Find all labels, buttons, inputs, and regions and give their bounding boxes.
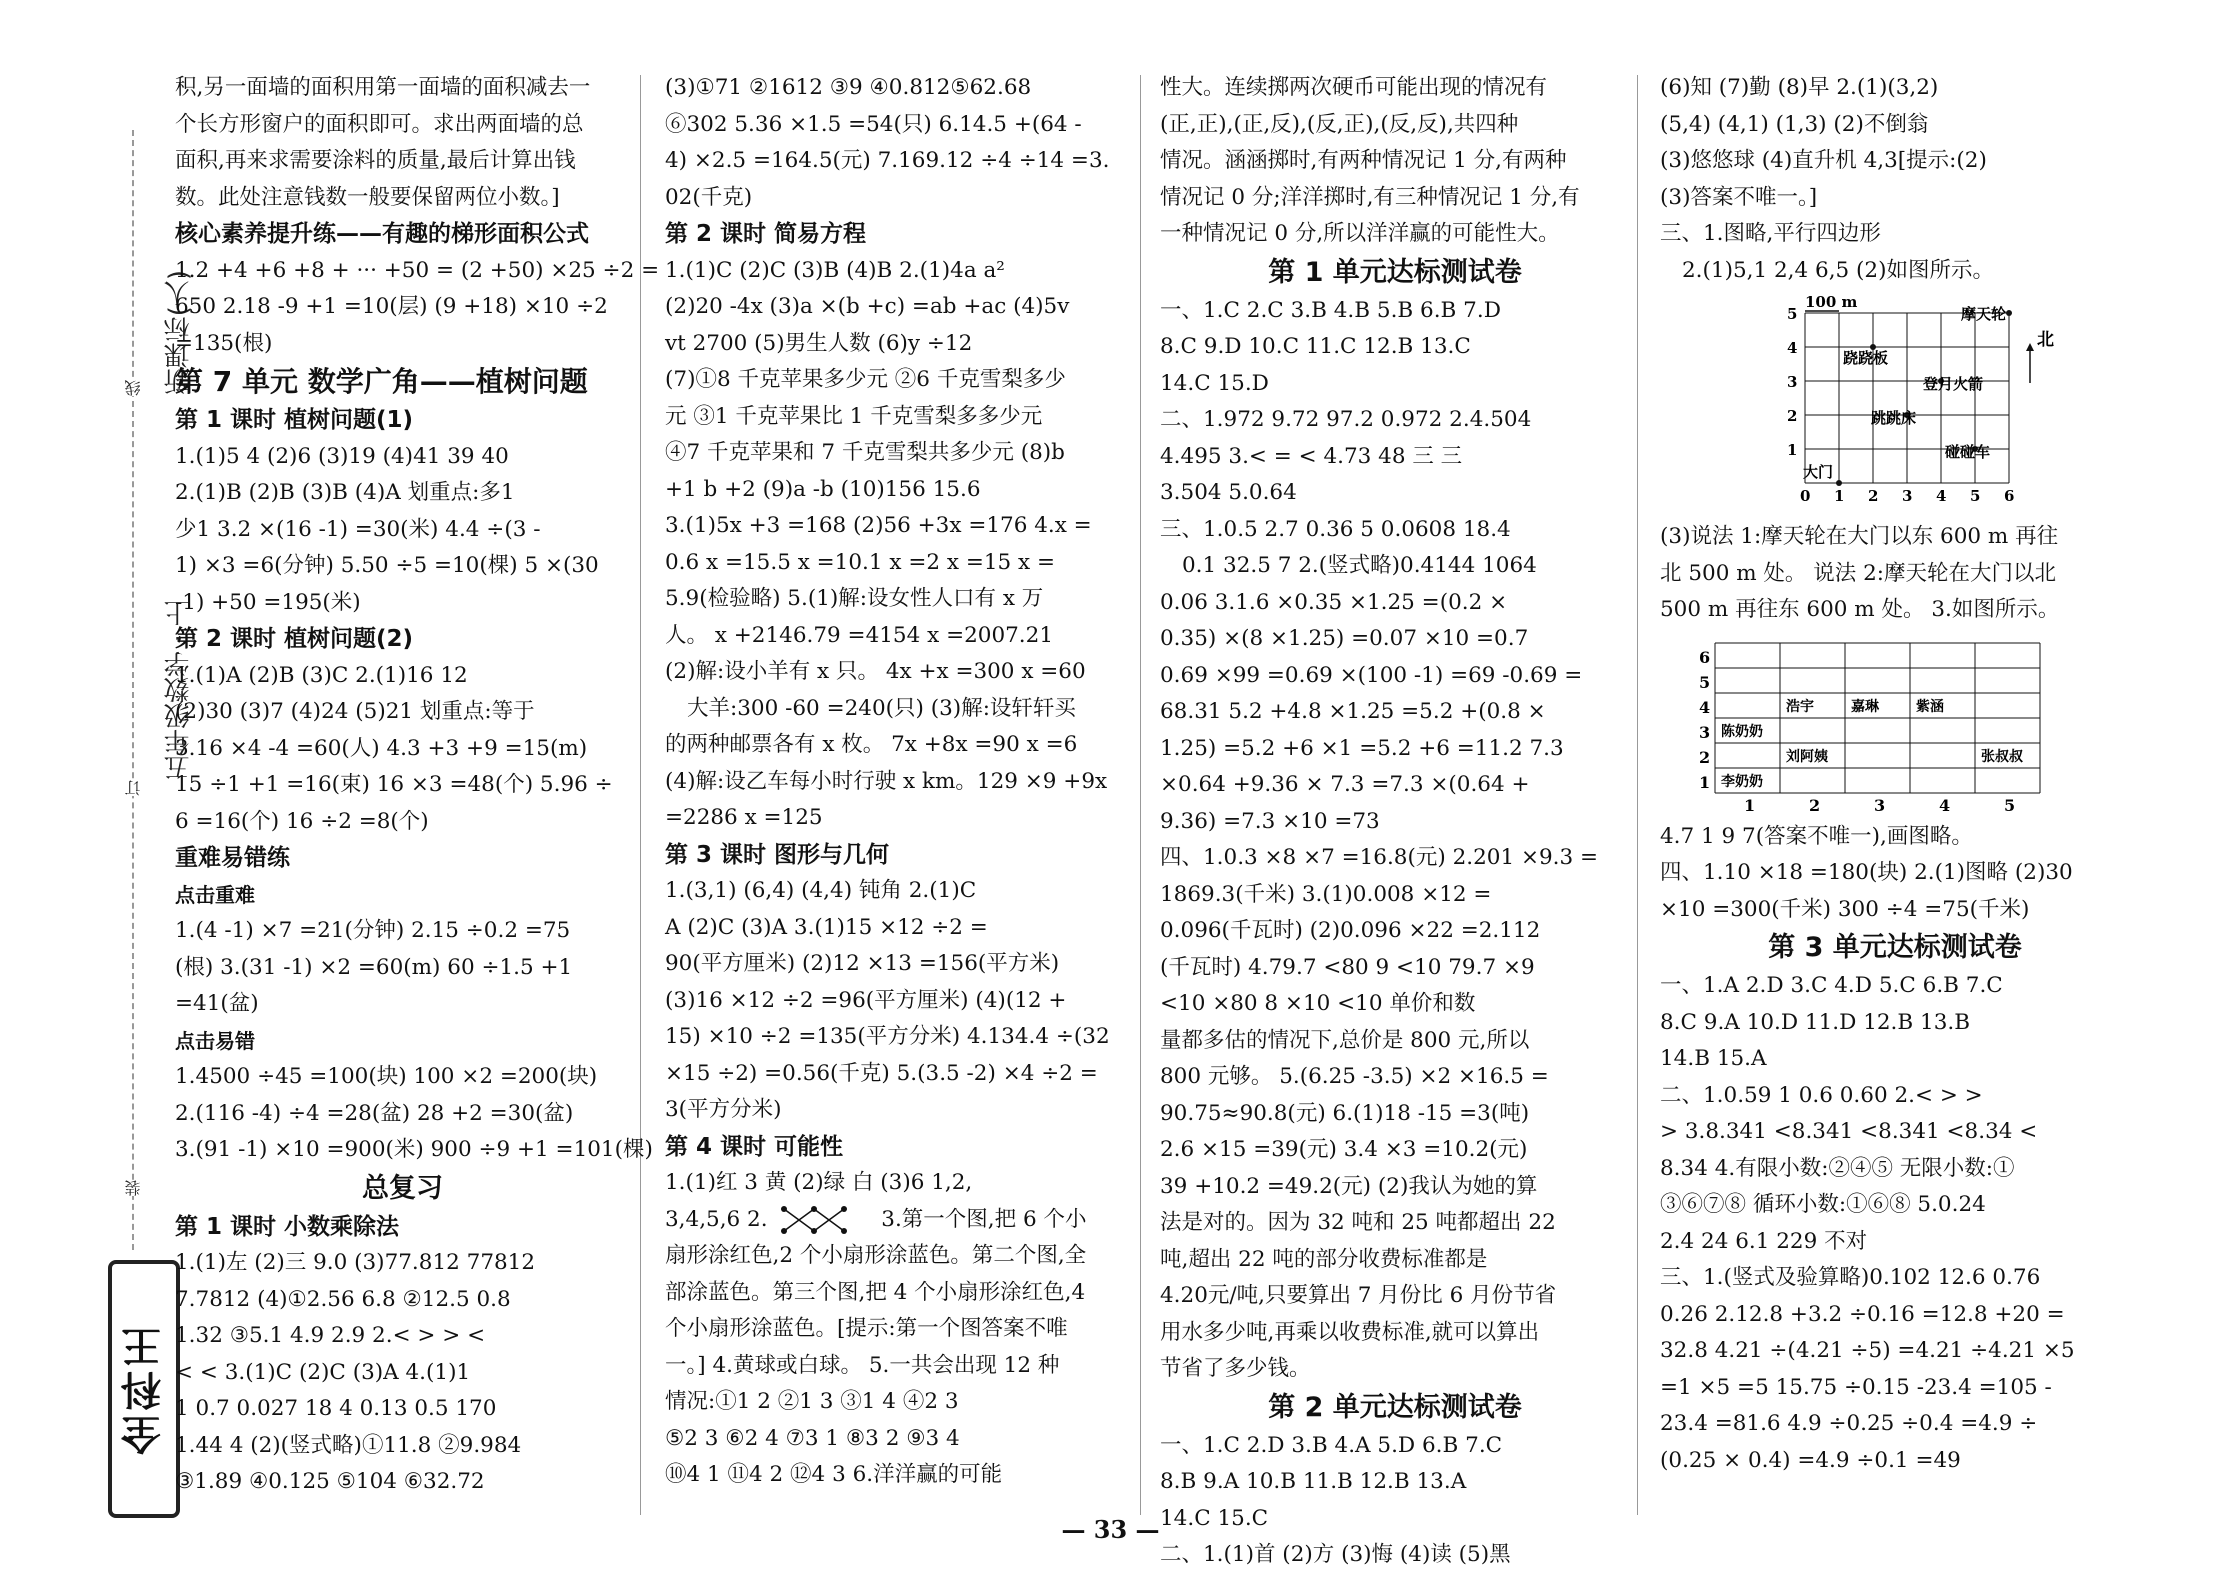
person-label: 李奶奶 — [1721, 773, 1763, 790]
y-tick-label: 5 — [1699, 672, 1711, 692]
answer-line: 部涂蓝色。第三个图,把 4 个小扇形涂红色,4 — [665, 1279, 1086, 1305]
answer-line: 人。 x +2146.79 =4154 x =2007.21 — [665, 622, 1053, 648]
amusement-park-map — [1760, 293, 2100, 515]
cut-line-label-1: 线 — [124, 380, 143, 396]
answer-line: 四、1.10 ×18 =180(块) 2.(1)图略 (2)30 — [1660, 860, 2073, 885]
x-tick-label: 6 — [2004, 487, 2015, 505]
answer-line: 0.26 2.12.8 +3.2 ÷0.16 =12.8 +20 = — [1660, 1301, 2065, 1327]
section-heading: 核心素养提升练——有趣的梯形面积公式 — [175, 221, 589, 247]
place-label: 碰碰车 — [1945, 443, 1991, 461]
answer-column-4 — [1660, 70, 2130, 1479]
answer-line: 1) ×3 =6(分钟) 5.50 ÷5 =10(棵) 5 ×(30 — [175, 553, 599, 578]
section-heading: 第 3 单元达标测试卷 — [1768, 932, 2022, 963]
seating-map — [1690, 633, 2050, 815]
person-label: 嘉琳 — [1851, 698, 1879, 715]
answer-line: 1.(1)A (2)B (3)C 2.(1)16 12 — [175, 662, 468, 688]
answer-line: 1 0.7 0.027 18 4 0.13 0.5 170 — [175, 1396, 497, 1421]
answer-line: 68.31 5.2 +4.8 ×1.25 =5.2 +(0.8 × — [1160, 699, 1546, 724]
brand-logo: 全科王 — [108, 1260, 180, 1518]
column-divider — [1140, 75, 1141, 1515]
place-label: 大门 — [1803, 463, 1834, 481]
answer-line: 北 500 m 处。 说法 2:摩天轮在大门以北 — [1660, 560, 2057, 586]
place-label: 摩天轮 — [1961, 305, 2007, 323]
answer-line: (4)解:设乙车每小时行驶 x km。129 ×9 +9x — [665, 768, 1108, 794]
answer-line: 1.2 +4 +6 +8 + ··· +50 = (2 +50) ×25 ÷2 = — [175, 257, 660, 283]
y-tick-label: 4 — [1787, 339, 1798, 357]
x-tick-label: 0 — [1800, 487, 1811, 505]
y-tick-label: 3 — [1699, 722, 1711, 742]
place-label: 跷跷板 — [1843, 349, 1889, 367]
section-heading: 点击易错 — [175, 1028, 255, 1053]
answer-line: (2)解:设小羊有 x 只。 4x +x =300 x =60 — [665, 659, 1086, 684]
seating-people — [1721, 698, 2023, 790]
answer-line: 6 =16(个) 16 ÷2 =8(个) — [175, 808, 429, 834]
answer-line: 1.32 ③5.1 4.9 2.9 2.< > > < — [175, 1323, 486, 1348]
answer-line: 1.44 4 (2)(竖式略)①11.8 ②9.984 — [175, 1432, 522, 1458]
answer-line: 四、1.0.3 ×8 ×7 =16.8(元) 2.201 ×9.3 = — [1160, 845, 1599, 870]
x-tick-label: 4 — [1936, 487, 1947, 505]
answer-line: (千瓦时) 4.79.7 <80 9 <10 79.7 ×9 — [1160, 954, 1535, 980]
answer-line: 二、1.0.59 1 0.6 0.60 2.< > > — [1660, 1082, 1983, 1108]
answer-line: 用水多少吨,再乘以收费标准,就可以算出 — [1160, 1319, 1540, 1345]
answer-line: 0.1 32.5 7 2.(竖式略)0.4144 1064 — [1182, 553, 1537, 578]
answer-line: 量都多估的情况下,总价是 800 元,所以 — [1160, 1027, 1530, 1053]
section-heading: 第 3 课时 图形与几何 — [665, 841, 890, 868]
answer-line: -1) +50 =195(米) — [175, 589, 361, 615]
answer-line: 3.16 ×4 -4 =60(人) 4.3 +3 +9 =15(m) — [175, 735, 588, 761]
answer-line: (3)16 ×12 ÷2 =96(平方厘米) (4)(12 + — [665, 987, 1067, 1013]
x-tick-label: 5 — [2004, 795, 2016, 815]
answer-line: 1.(4 -1) ×7 =21(分钟) 2.15 ÷0.2 =75 — [175, 918, 571, 943]
section-heading: 第 7 单元 数学广角——植树问题 — [175, 365, 588, 398]
answer-line: 14.B 15.A — [1660, 1046, 1767, 1071]
person-label: 紫涵 — [1916, 698, 1944, 715]
answer-line: 面积,再来求需要涂料的质量,最后计算出钱 — [175, 148, 576, 173]
place-label: 登月火箭 — [1923, 375, 1984, 393]
answer-line: 吨,超出 22 吨的部分收费标准都是 — [1160, 1246, 1488, 1272]
answer-line: 一。] 4.黄球或白球。 5.一共会出现 12 种 — [665, 1352, 1060, 1378]
answer-line: 一、1.C 2.D 3.B 4.A 5.D 6.B 7.C — [1160, 1432, 1503, 1458]
answer-line: 三、1.图略,平行四边形 — [1660, 221, 1881, 246]
answer-line: (5,4) (4,1) (1,3) (2)不倒翁 — [1660, 111, 1929, 137]
answer-line: ③⑥⑦⑧ 循环小数:①⑥⑧ 5.0.24 — [1660, 1192, 1986, 1217]
answer-line: 积,另一面墙的面积用第一面墙的面积减去一 — [175, 75, 591, 100]
answer-line: 650 2.18 -9 +1 =10(层) (9 +18) ×10 ÷2 — [175, 294, 608, 319]
answer-line: 性大。连续掷两次硬币可能出现的情况有 — [1160, 75, 1548, 100]
section-heading: 第 2 课时 简易方程 — [665, 221, 867, 247]
section-heading: 第 1 课时 小数乘除法 — [175, 1213, 400, 1240]
answer-line: 0.096(千瓦时) (2)0.096 ×22 =2.112 — [1160, 918, 1541, 943]
answer-line: 1.(1)C (2)C (3)B (4)B 2.(1)4a a² — [665, 257, 1005, 283]
answer-line: 三、1.(竖式及验算略)0.102 12.6 0.76 — [1660, 1265, 2041, 1290]
answer-line: 节省了多少钱。 — [1160, 1356, 1311, 1381]
answer-line: (6)知 (7)勤 (8)早 2.(1)(3,2) — [1660, 75, 1939, 100]
answer-line: =2286 x =125 — [665, 805, 823, 830]
answer-line: (2)30 (3)7 (4)24 (5)21 划重点:等于 — [175, 699, 535, 724]
answer-line: 0.35) ×(8 ×1.25) =0.07 ×10 =0.7 — [1160, 626, 1529, 651]
x-tick-label: 3 — [1874, 795, 1886, 815]
answer-line: 1.(3,1) (6,4) (4,4) 钝角 2.(1)C — [665, 878, 977, 903]
x-tick-label: 2 — [1809, 795, 1821, 815]
section-heading: 第 1 单元达标测试卷 — [1268, 256, 1522, 288]
answer-line: 元 ③1 千克苹果比 1 千克雪梨多多少元 — [665, 403, 1043, 429]
answer-line: 三、1.0.5 2.7 0.36 5 0.0608 18.4 — [1160, 516, 1511, 542]
x-tick-label: 5 — [1970, 487, 1981, 505]
answer-line: 的两种邮票各有 x 枚。 7x +8x =90 x =6 — [665, 732, 1078, 757]
cut-line-label-3: 装 — [124, 1180, 143, 1196]
answer-line: ④7 千克苹果和 7 千克雪梨共多少元 (8)b — [665, 440, 1065, 465]
answer-line: 情况:①1 2 ②1 3 ③1 4 ④2 3 — [665, 1389, 959, 1414]
x-tick-label: 2 — [1868, 487, 1879, 505]
answer-line: 二、1.(1)首 (2)方 (3)悔 (4)读 (5)黑 — [1160, 1542, 1511, 1567]
section-heading: 第 4 课时 可能性 — [665, 1133, 844, 1160]
answer-line: 4.495 3.< = < 4.73 48 三 三 — [1160, 443, 1463, 469]
section-heading: 第 2 课时 植树问题(2) — [175, 626, 414, 652]
place-point — [1836, 480, 1842, 486]
cut-line-label-2: 订 — [124, 780, 143, 796]
north-arrow-head-icon — [2026, 343, 2034, 351]
y-tick-label: 5 — [1787, 305, 1798, 323]
answer-line: 0.06 3.1.6 ×0.35 ×1.25 =(0.2 × — [1160, 589, 1508, 615]
answer-line-with-diagram: 3,4,5,6 2. 3.第一个图,把 6 个小 — [665, 1202, 1130, 1239]
answer-line: 1869.3(千米) 3.(1)0.008 ×12 = — [1160, 881, 1492, 907]
answer-line: 少1 3.2 ×(16 -1) =30(米) 4.4 ÷(3 - — [175, 516, 541, 542]
x-tick-label: 4 — [1939, 795, 1951, 815]
answer-line: 个长方形窗户的面积即可。求出两面墙的总 — [175, 111, 584, 137]
answer-line: 0.69 ×99 =0.69 ×(100 -1) =69 -0.69 = — [1160, 662, 1583, 688]
y-tick-label: 6 — [1699, 647, 1711, 667]
answer-line: 1.4500 ÷45 =100(块) 100 ×2 =200(块) — [175, 1064, 598, 1089]
answer-line: 500 m 再往东 600 m 处。 3.如图所示。 — [1660, 597, 2060, 622]
line-matching-diagram — [774, 1202, 874, 1238]
answer-line: ⑩4 1 ⑪4 2 ⑫4 3 6.洋洋赢的可能 — [665, 1462, 1003, 1487]
answer-line: (7)①8 千克苹果多少元 ②6 千克雪梨多少 — [665, 367, 1066, 392]
answer-line: A (2)C (3)A 3.(1)15 ×12 ÷2 = — [665, 914, 988, 940]
answer-line: 2.(1)B (2)B (3)B (4)A 划重点:多1 — [175, 480, 515, 505]
answer-line: ×15 ÷2) =0.56(千克) 5.(3.5 -2) ×4 ÷2 = — [665, 1060, 1098, 1086]
answer-line: (3)悠悠球 (4)直升机 4,3[提示:(2) — [1660, 148, 1987, 173]
answer-line: 7.7812 (4)①2.56 6.8 ②12.5 0.8 — [175, 1286, 511, 1312]
answer-line: (3)①71 ②1612 ③9 ④0.812⑤62.68 — [665, 75, 1032, 100]
column-divider — [1637, 75, 1638, 1515]
answer-line: 4.7 1 9 7(答案不唯一),画图略。 — [1660, 823, 1973, 849]
answer-line: 一、1.A 2.D 3.C 4.D 5.C 6.B 7.C — [1660, 973, 2003, 998]
answer-line: 2.(116 -4) ÷4 =28(盆) 28 +2 =30(盆) — [175, 1100, 574, 1126]
answer-line: 二、1.972 9.72 97.2 0.972 2.4.504 — [1160, 407, 1532, 432]
page-number: — 33 — — [1061, 1515, 1160, 1544]
x-tick-label: 1 — [1744, 795, 1756, 815]
answer-line: 4.20元/吨,只要算出 7 月份比 6 月份节省 — [1160, 1283, 1557, 1308]
answer-column-1 — [175, 70, 660, 1501]
north-label: 北 — [2037, 330, 2054, 350]
answer-line: (正,正),(正,反),(反,正),(反,反),共四种 — [1160, 111, 1519, 137]
answer-line: 情况记 0 分;洋洋掷时,有三种情况记 1 分,有 — [1160, 184, 1580, 210]
answer-line: 5.9(检验略) 5.(1)解:设女性人口有 x 万 — [665, 586, 1044, 611]
answer-line: 个小扇形涂蓝色。[提示:第一个图答案不唯 — [665, 1316, 1068, 1341]
y-tick-label: 1 — [1787, 441, 1798, 459]
answer-line: 2.6 ×15 =39(元) 3.4 ×3 =10.2(元) — [1160, 1137, 1528, 1162]
y-tick-label: 2 — [1699, 747, 1711, 767]
answer-line: 一种情况记 0 分,所以洋洋赢的可能性大。 — [1160, 221, 1560, 246]
column-divider — [640, 75, 641, 1515]
section-heading: 第 2 单元达标测试卷 — [1268, 1391, 1522, 1423]
answer-line: 情况。涵涵掷时,有两种情况记 1 分,有两种 — [1160, 148, 1567, 173]
y-tick-label: 2 — [1787, 407, 1798, 425]
answer-line: ⑤2 3 ⑥2 4 ⑦3 1 ⑧3 2 ⑨3 4 — [665, 1425, 960, 1451]
answer-line: < < 3.(1)C (2)C (3)A 4.(1)1 — [175, 1359, 471, 1385]
answer-line: (根) 3.(31 -1) ×2 =60(m) 60 ÷1.5 +1 — [175, 954, 573, 980]
answer-line: 39 +10.2 =49.2(元) (2)我认为她的算 — [1160, 1173, 1538, 1199]
answer-line: 大羊:300 -60 =240(只) (3)解:设轩轩买 — [687, 695, 1076, 721]
y-tick-label: 3 — [1787, 373, 1798, 391]
answer-line: <10 ×80 8 ×10 <10 单价和数 — [1160, 991, 1476, 1016]
section-heading: 点击重难 — [175, 882, 255, 907]
grade-label: 五年级数学 · 上 — [164, 600, 194, 781]
place-point — [2006, 310, 2012, 316]
person-label: 张叔叔 — [1981, 748, 2023, 765]
answer-line: ×0.64 +9.36 × 7.3 =7.3 ×(0.64 + — [1160, 772, 1530, 797]
section-heading: 总复习 — [362, 1172, 443, 1204]
answer-line: 800 元够。 5.(6.25 -3.5) ×2 ×16.5 = — [1160, 1064, 1549, 1089]
answer-line: 90.75≈90.8(元) 6.(1)18 -15 =3(吨) — [1160, 1100, 1530, 1126]
answer-line: +1 b +2 (9)a -b (10)156 15.6 — [665, 476, 981, 502]
answer-line: 2.(1)5,1 2,4 6,5 (2)如图所示。 — [1682, 257, 1995, 283]
y-tick-label: 1 — [1699, 772, 1711, 792]
answer-line: ×10 =300(千米) 300 ÷4 =75(千米) — [1660, 896, 2030, 922]
seating-grid — [1715, 643, 2040, 793]
x-tick-label: 1 — [1834, 487, 1845, 505]
answer-line: (3)答案不唯一。] — [1660, 184, 1818, 210]
answer-line: 8.C 9.A 10.D 11.D 12.B 13.B — [1660, 1009, 1971, 1035]
answer-line: 8.34 4.有限小数:②④⑤ 无限小数:① — [1660, 1155, 2015, 1181]
person-label: 刘阿姨 — [1786, 748, 1828, 765]
binding-sidebar — [70, 130, 194, 1520]
answer-line: 14.C 15.C — [1160, 1505, 1269, 1531]
answer-line: 3.(1)5x +3 =168 (2)56 +3x =176 4.x = — [665, 513, 1092, 538]
answer-line: > 3.8.341 <8.341 <8.341 <8.34 < — [1660, 1119, 2038, 1144]
answer-line: 90(平方厘米) (2)12 ×13 =156(平方米) — [665, 951, 1060, 976]
answer-line: (0.25 × 0.4) =4.9 ÷0.1 =49 — [1660, 1447, 1961, 1473]
answer-line: 4) ×2.5 =164.5(元) 7.169.12 ÷4 ÷14 =3. — [665, 148, 1110, 173]
answer-line: 扇形涂红色,2 个小扇形涂蓝色。第二个图,全 — [665, 1243, 1087, 1268]
person-label: 陈奶奶 — [1721, 723, 1763, 740]
answer-line: 15) ×10 ÷2 =135(平方分米) 4.134.4 ÷(32 — [665, 1024, 1110, 1049]
answer-line: 3.(91 -1) ×10 =900(米) 900 ÷9 +1 =101(棵) — [175, 1137, 653, 1162]
answer-line: 1.(1)左 (2)三 9.0 (3)77.812 77812 — [175, 1250, 536, 1275]
map-scale: 100 m — [1805, 293, 1858, 311]
answer-line: =135(根) — [175, 330, 273, 356]
answer-line: 23.4 =81.6 4.9 ÷0.25 ÷0.4 =4.9 ÷ — [1660, 1411, 2038, 1436]
standard-label: 新课标(人) — [164, 270, 194, 395]
answer-line: 02(千克) — [665, 184, 753, 210]
answer-line: 0.6 x =15.5 x =10.1 x =2 x =15 x = — [665, 549, 1056, 575]
answer-line: 9.36) =7.3 ×10 =73 — [1160, 808, 1380, 834]
answer-line: 3(平方分米) — [665, 1097, 782, 1122]
answer-line: 一、1.C 2.C 3.B 4.B 5.B 6.B 7.D — [1160, 297, 1501, 323]
answer-line: 1.25) =5.2 +6 ×1 =5.2 +6 =11.2 7.3 — [1160, 735, 1564, 761]
answer-line: 8.B 9.A 10.B 11.B 12.B 13.A — [1160, 1469, 1467, 1494]
answer-column-2 — [665, 70, 1130, 1494]
answer-line: 8.C 9.D 10.C 11.C 12.B 13.C — [1160, 334, 1471, 359]
x-tick-label: 3 — [1902, 487, 1913, 505]
cut-line — [132, 130, 134, 1250]
answer-line: 数。此处注意钱数一般要保留两位小数。] — [175, 184, 560, 210]
answer-line: (3)说法 1:摩天轮在大门以东 600 m 再往 — [1660, 524, 2059, 549]
answer-line: 1.(1)红 3 黄 (2)绿 白 (3)6 1,2, — [665, 1170, 973, 1195]
answer-line: 1.(1)5 4 (2)6 (3)19 (4)41 39 40 — [175, 443, 509, 469]
section-heading: 重难易错练 — [175, 845, 290, 871]
answer-line: 3.504 5.0.64 — [1160, 480, 1297, 505]
answer-line: ⑥302 5.36 ×1.5 =54(只) 6.14.5 +(64 - — [665, 111, 1082, 137]
section-heading: 第 1 课时 植树问题(1) — [175, 407, 414, 433]
answer-line: ③1.89 ④0.125 ⑤104 ⑥32.72 — [175, 1469, 485, 1494]
y-tick-label: 4 — [1699, 697, 1711, 717]
answer-line: 32.8 4.21 ÷(4.21 ÷5) =4.21 ÷4.21 ×5 — [1660, 1338, 2075, 1363]
answer-line: 14.C 15.D — [1160, 370, 1269, 396]
answer-line: 15 ÷1 +1 =16(束) 16 ×3 =48(个) 5.96 ÷ — [175, 772, 613, 797]
person-label: 浩宇 — [1786, 698, 1814, 715]
answer-line: =41(盆) — [175, 991, 259, 1016]
answer-line: vt 2700 (5)男生人数 (6)y ÷12 — [665, 330, 973, 356]
place-label: 跳跳床 — [1871, 409, 1917, 427]
answer-line: 2.4 24 6.1 229 不对 — [1660, 1228, 1868, 1254]
answer-line: =1 ×5 =5 15.75 ÷0.15 -23.4 =105 - — [1660, 1374, 2052, 1400]
answer-line: (2)20 -4x (3)a ×(b +c) =ab +ac (4)5v — [665, 294, 1070, 319]
answer-column-3 — [1160, 70, 1630, 1574]
answer-line: 法是对的。因为 32 吨和 25 吨都超出 22 — [1160, 1210, 1556, 1235]
